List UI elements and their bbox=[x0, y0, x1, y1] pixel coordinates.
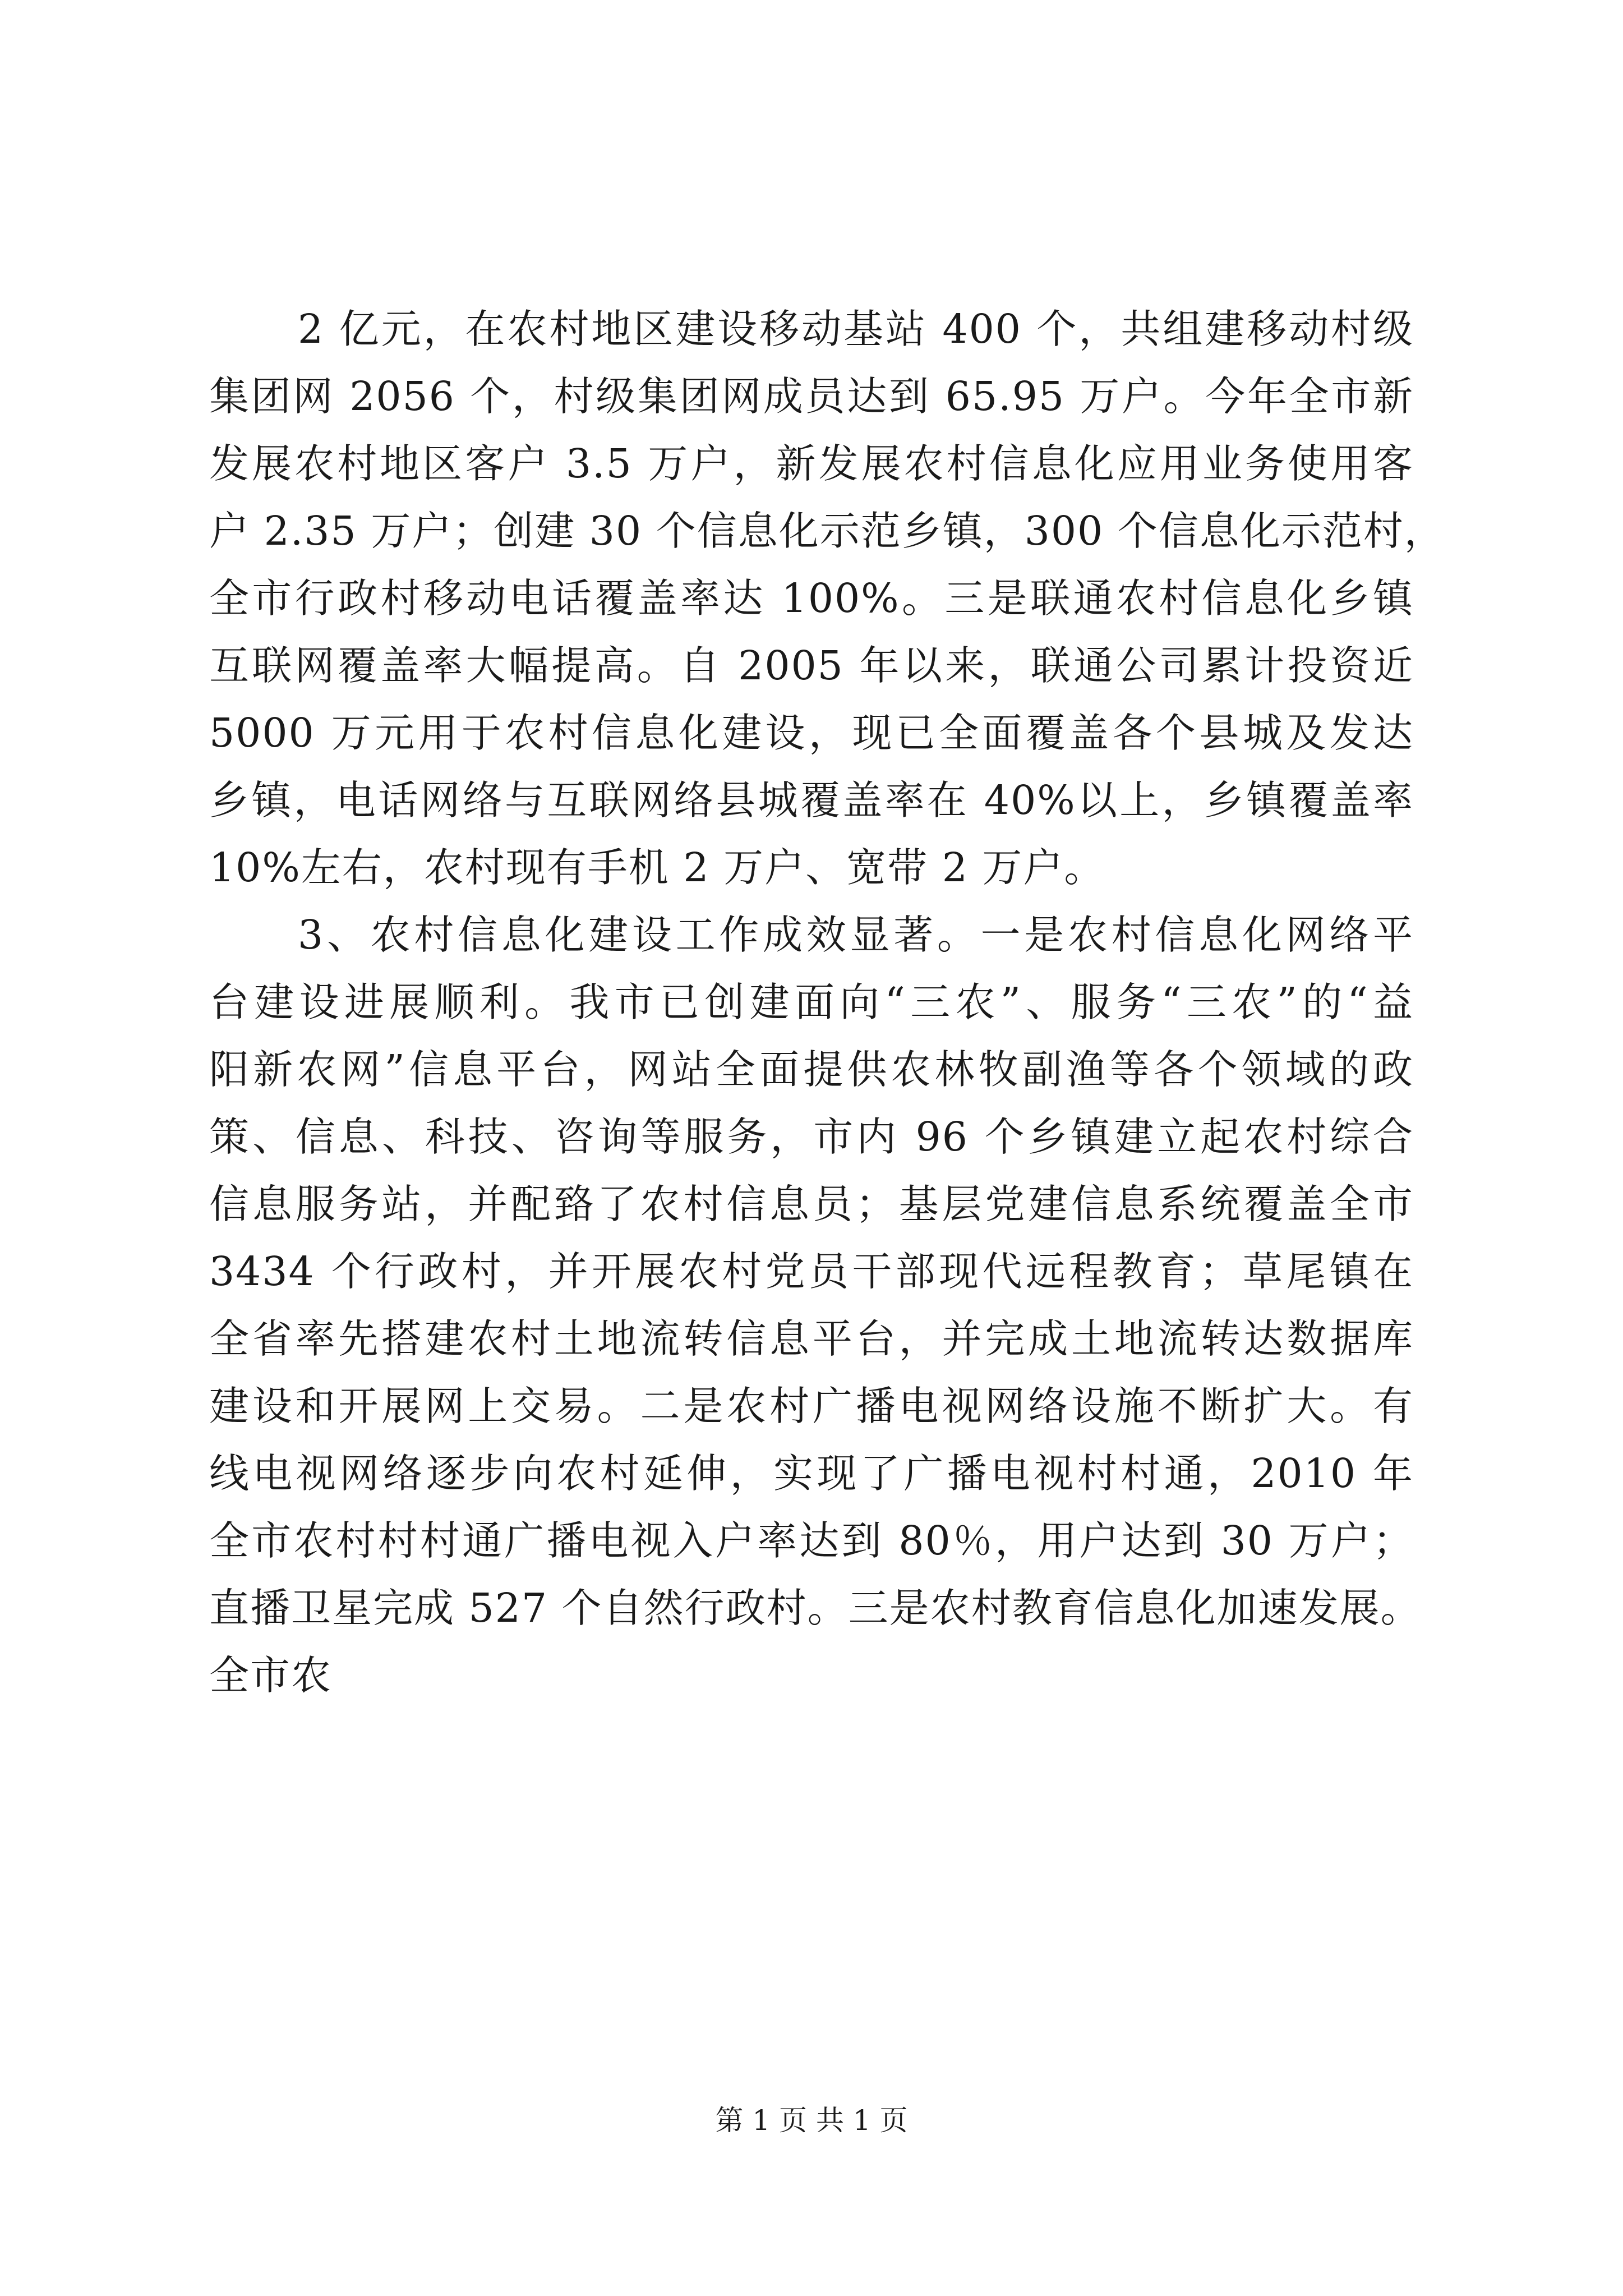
text-line: 阳新农网”信息平台，网站全面提供农林牧副渔等各个领域的政 bbox=[209, 1046, 1414, 1093]
text-line: 3、农村信息化建设工作成效显著。一是农村信息化网络平 bbox=[298, 912, 1414, 958]
text-line: 乡镇，电话网络与互联网络县城覆盖率在 40%以上，乡镇覆盖率 bbox=[209, 777, 1414, 823]
text-line: 3434 个行政村，并开展农村党员干部现代远程教育；草尾镇在 bbox=[209, 1248, 1414, 1295]
page-footer: 第 1 页 共 1 页 bbox=[715, 2104, 908, 2137]
text-line: 台建设进展顺利。我市已创建面向“三农”、服务“三农”的“益 bbox=[209, 979, 1414, 1025]
text-line: 信息服务站，并配臵了农村信息员；基层党建信息系统覆盖全市 bbox=[209, 1181, 1414, 1227]
text-line: 全市农 bbox=[209, 1652, 333, 1699]
text-line: 全省率先搭建农村土地流转信息平台，并完成土地流转达数据库 bbox=[209, 1315, 1414, 1362]
text-line: 建设和开展网上交易。二是农村广播电视网络设施不断扩大。有 bbox=[209, 1383, 1414, 1429]
text-line: 5000 万元用于农村信息化建设，现已全面覆盖各个县城及发达 bbox=[209, 710, 1414, 756]
text-line: 互联网覆盖率大幅提高。自 2005 年以来，联通公司累计投资近 bbox=[209, 642, 1414, 689]
text-line: 线电视网络逐步向农村延伸，实现了广播电视村村通，2010 年 bbox=[209, 1450, 1414, 1497]
text-line: 全市农村村村通广播电视入户率达到 80％，用户达到 30 万户； bbox=[209, 1517, 1414, 1564]
text-line: 发展农村地区客户 3.5 万户，新发展农村信息化应用业务使用客 bbox=[209, 440, 1414, 487]
text-line: 集团网 2056 个，村级集团网成员达到 65.95 万户。今年全市新 bbox=[209, 373, 1414, 420]
text-line: 策、信息、科技、咨询等服务，市内 96 个乡镇建立起农村综合 bbox=[209, 1114, 1414, 1160]
text-line: 户 2.35 万户；创建 30 个信息化示范乡镇，300 个信息化示范村， bbox=[209, 508, 1445, 554]
text-line: 2 亿元，在农村地区建设移动基站 400 个，共组建移动村级 bbox=[298, 306, 1414, 352]
text-line: 10%左右，农村现有手机 2 万户、宽带 2 万户。 bbox=[209, 844, 1105, 891]
text-line: 全市行政村移动电话覆盖率达 100%。三是联通农村信息化乡镇 bbox=[209, 575, 1414, 622]
text-line: 直播卫星完成 527 个自然行政村。三是农村教育信息化加速发展。 bbox=[209, 1585, 1422, 1631]
